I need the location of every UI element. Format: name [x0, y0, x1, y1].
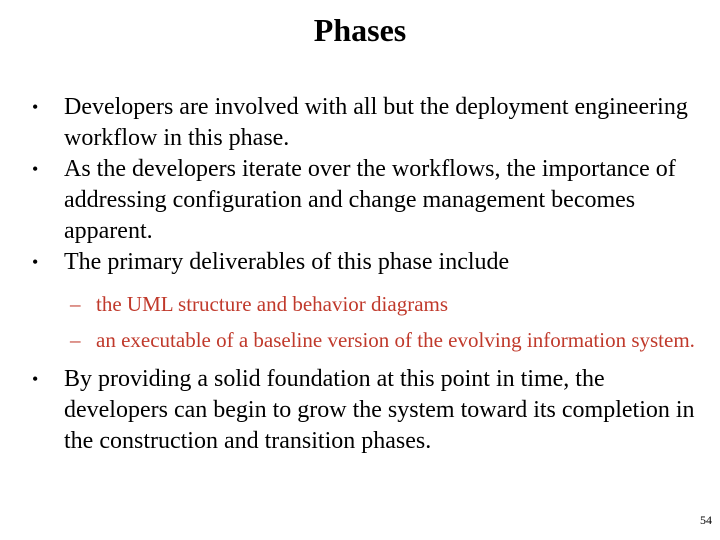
bullet-icon: • [32, 369, 39, 389]
bullet-item [28, 154, 700, 247]
page-number: 54 [700, 513, 712, 527]
sub-bullet-item [28, 326, 700, 354]
bullet-icon: • [32, 97, 39, 117]
dash-icon: – [70, 292, 81, 316]
slide-title: Phases [313, 12, 407, 48]
sub-bullet-item [28, 290, 700, 318]
bullet-item [28, 364, 700, 457]
dash-icon: – [70, 328, 81, 352]
sub-bullet-text: an executable of a baseline version of the evolving information system. [96, 328, 695, 352]
bullet-text: The primary deliverables of this phase include [64, 249, 510, 275]
sub-bullet-list [28, 290, 700, 354]
bullet-icon: • [32, 159, 39, 179]
bullet-item [28, 247, 700, 278]
bullet-icon: • [32, 252, 39, 272]
bullet-item [28, 92, 700, 154]
sub-bullet-text: the UML structure and behavior diagrams [96, 292, 449, 316]
bullet-text: Developers are involved with all but the deployment engineering workflow in this phase. [64, 94, 688, 151]
bullet-text: By providing a solid foundation at this point in time, the developers can begin to grow the system toward its completion in the construction and transition phases. [64, 366, 695, 454]
bullet-text: As the developers iterate over the workflows, the importance of addressing configuration and change management becomes apparent. [64, 156, 676, 244]
bullet-list [28, 92, 700, 457]
